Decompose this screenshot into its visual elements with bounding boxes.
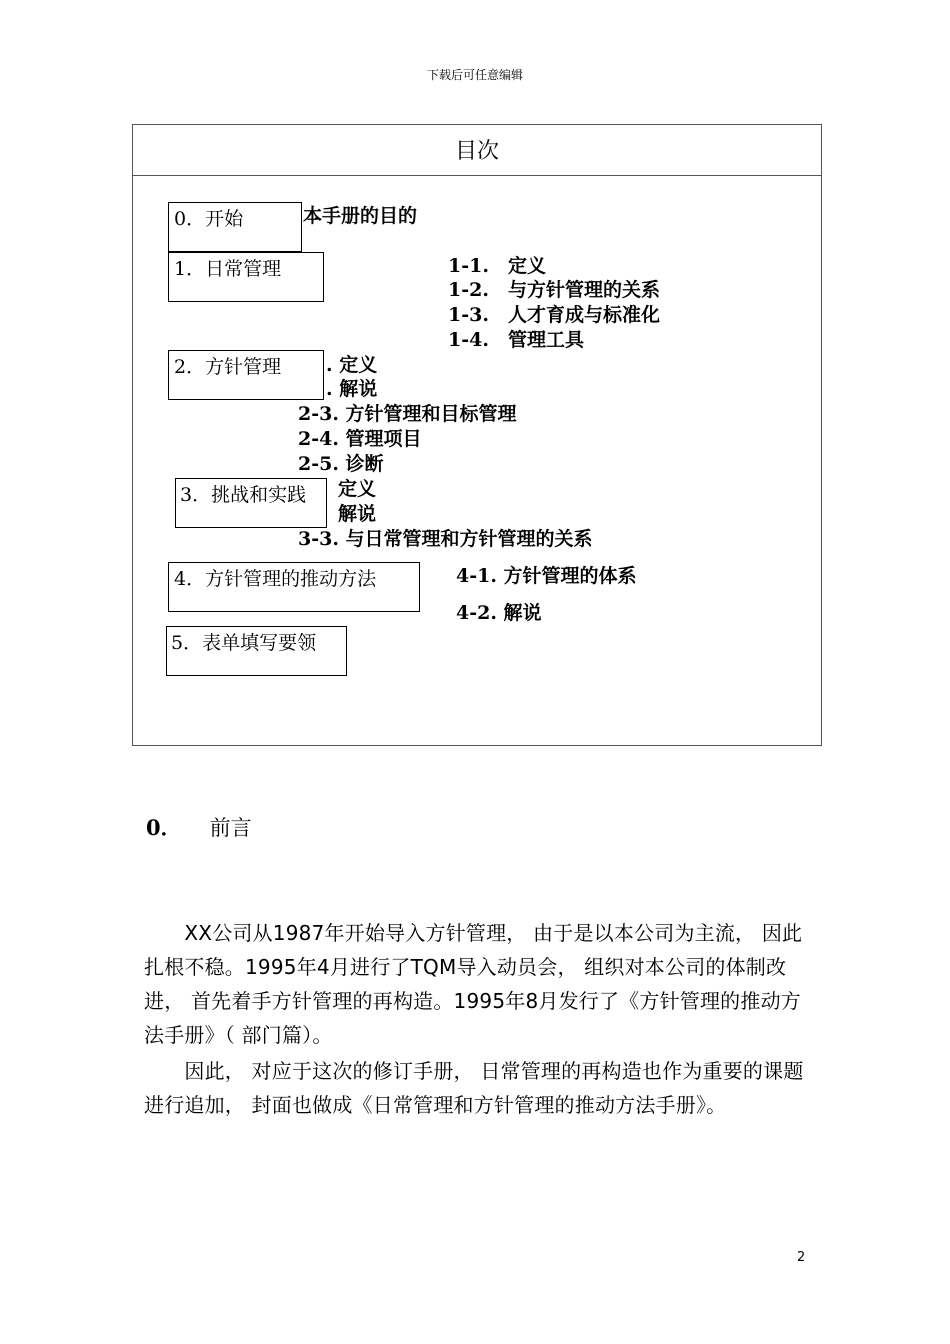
toc-sub-2-4: 2-4. 管理项目 bbox=[298, 428, 422, 450]
paragraph-2: 因此， 对应于这次的修订手册， 日常管理的再构造也作为重要的课题进行追加， 封面也做成《日常管理和方针管理的推动方法手册》。 bbox=[144, 1059, 804, 1117]
toc-sub-2-5: 2-5. 诊断 bbox=[298, 453, 384, 475]
section-title: 前言 bbox=[209, 816, 252, 840]
toc-sub-3-3: 3-3. 与日常管理和方针管理的关系 bbox=[298, 528, 593, 550]
section-number: 0． bbox=[146, 815, 182, 840]
toc-sub-2-3: 2-3. 方针管理和目标管理 bbox=[298, 403, 517, 425]
toc-label-1: 1．日常管理 bbox=[174, 258, 282, 280]
toc-sub-1-4: 1-4. 管理工具 bbox=[448, 329, 584, 351]
toc-sub-3-2: 解说 bbox=[338, 503, 377, 525]
paragraph-1: XX公司从1987年开始导入方针管理， 由于是以本公司为主流， 因此扎根不稳。1995年4月进行了TQM导入动员会， 组织对本公司的体制改进， 首先着手方针管理的再构造。1995年8月发行了《方针管理的推动方法手册》（ 部门篇）。 bbox=[144, 921, 803, 1047]
toc-label-2: 2．方针管理 bbox=[174, 356, 282, 378]
toc-sub-4-2: 4-2. 解说 bbox=[456, 602, 542, 624]
toc-label-3: 3．挑战和实践 bbox=[180, 484, 307, 506]
toc-sub-1-1: 1-1. 定义 bbox=[448, 255, 546, 277]
toc-sub-0-1: 本手册的目的 bbox=[303, 205, 418, 227]
toc-sub-4-1: 4-1. 方针管理的体系 bbox=[456, 565, 637, 587]
toc-sub-1-3: 1-3. 人才育成与标准化 bbox=[448, 304, 660, 326]
toc-sub-2-1: . 定义 bbox=[326, 354, 378, 376]
toc-sub-3-1: 定义 bbox=[338, 478, 377, 500]
page-number: 2 bbox=[797, 1250, 806, 1265]
toc-label-5: 5．表单填写要领 bbox=[171, 632, 317, 654]
toc-sub-1-2: 1-2. 与方针管理的关系 bbox=[448, 279, 660, 301]
toc-sub-2-2: . 解说 bbox=[326, 378, 378, 400]
toc-title: 目次 bbox=[454, 139, 499, 164]
toc-label-0: 0．开始 bbox=[174, 208, 244, 230]
section-heading bbox=[146, 812, 252, 842]
page-header: 下载后可任意编辑 bbox=[426, 68, 523, 82]
toc-label-4: 4．方针管理的推动方法 bbox=[174, 568, 377, 590]
